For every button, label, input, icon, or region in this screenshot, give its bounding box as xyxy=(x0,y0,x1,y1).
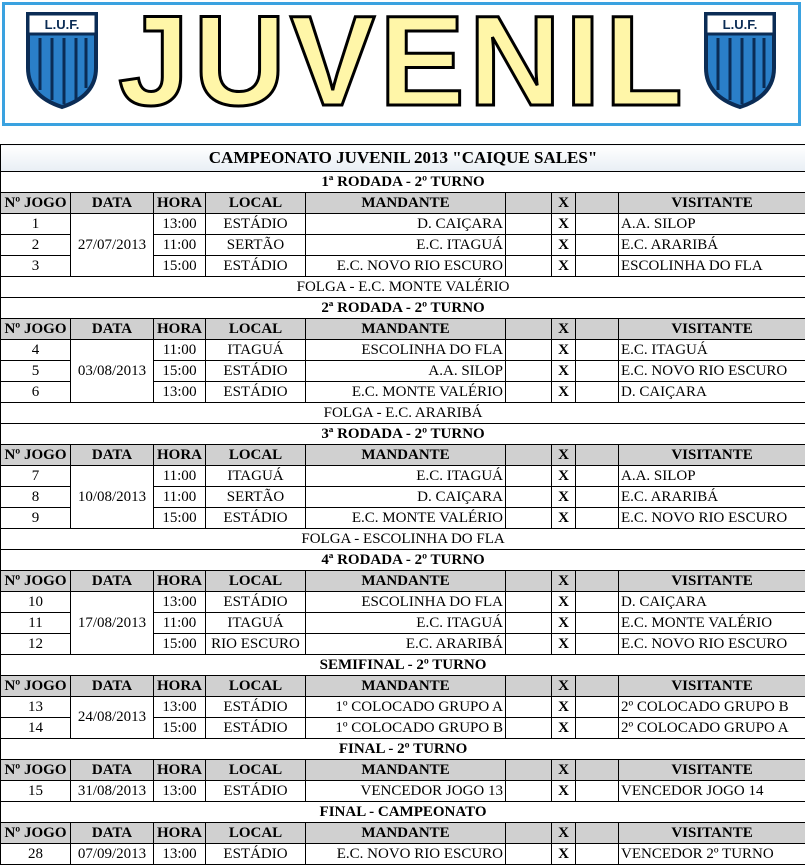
game-number: 7 xyxy=(1,466,71,487)
svg-text:L.U.F.: L.U.F. xyxy=(723,17,758,32)
away-team: E.C. ARARIBÁ xyxy=(619,487,805,508)
game-place: ESTÁDIO xyxy=(206,781,306,802)
home-team: E.C. MONTE VALÉRIO xyxy=(306,508,506,529)
col-spacer xyxy=(506,823,552,844)
blank-cell xyxy=(576,718,619,739)
game-time: 13:00 xyxy=(154,214,206,235)
juvenil-title: JUVENIL xyxy=(0,0,805,132)
col-time-header: HORA xyxy=(154,571,206,592)
away-team: E.C. NOVO RIO ESCURO xyxy=(619,634,805,655)
round-title-row xyxy=(1,172,805,193)
col-spacer xyxy=(506,193,552,214)
away-team: D. CAIÇARA xyxy=(619,382,805,403)
round-title: FINAL - 2º TURNO xyxy=(1,739,805,760)
game-number: 5 xyxy=(1,361,71,382)
luf-shield-logo-right xyxy=(702,10,778,110)
home-team: VENCEDOR JOGO 13 xyxy=(306,781,506,802)
home-team: E.C. NOVO RIO ESCURO xyxy=(306,844,506,865)
game-place: ESTÁDIO xyxy=(206,382,306,403)
game-number: 6 xyxy=(1,382,71,403)
col-spacer xyxy=(576,319,619,340)
col-spacer xyxy=(576,445,619,466)
game-time: 15:00 xyxy=(154,718,206,739)
col-place-header: LOCAL xyxy=(206,676,306,697)
col-time-header: HORA xyxy=(154,319,206,340)
col-away-header: VISITANTE xyxy=(619,571,805,592)
col-home-header: MANDANTE xyxy=(306,319,506,340)
versus-mark: X xyxy=(552,508,576,529)
col-place-header: LOCAL xyxy=(206,823,306,844)
table-row xyxy=(1,340,805,361)
col-date-header: DATA xyxy=(71,823,154,844)
round-title: 1ª RODADA - 2º TURNO xyxy=(1,172,805,193)
blank-cell xyxy=(576,256,619,277)
game-time: 11:00 xyxy=(154,487,206,508)
blank-cell xyxy=(506,466,552,487)
blank-cell xyxy=(576,592,619,613)
round-title-row xyxy=(1,424,805,445)
blank-cell xyxy=(506,781,552,802)
blank-cell xyxy=(576,466,619,487)
blank-cell xyxy=(506,256,552,277)
home-team: A.A. SILOP xyxy=(306,361,506,382)
col-spacer xyxy=(506,571,552,592)
game-time: 13:00 xyxy=(154,382,206,403)
col-spacer xyxy=(576,193,619,214)
game-number: 13 xyxy=(1,697,71,718)
game-place: ITAGUÁ xyxy=(206,466,306,487)
away-team: D. CAIÇARA xyxy=(619,592,805,613)
col-place-header: LOCAL xyxy=(206,571,306,592)
versus-mark: X xyxy=(552,697,576,718)
col-x-header: X xyxy=(552,676,576,697)
table-row xyxy=(1,844,805,865)
col-home-header: MANDANTE xyxy=(306,823,506,844)
col-time-header: HORA xyxy=(154,445,206,466)
blank-cell xyxy=(506,361,552,382)
blank-cell xyxy=(506,592,552,613)
column-header-row xyxy=(1,445,805,466)
blank-cell xyxy=(576,781,619,802)
table-row xyxy=(1,781,805,802)
game-time: 15:00 xyxy=(154,361,206,382)
home-team: ESCOLINHA DO FLA xyxy=(306,592,506,613)
game-place: ESTÁDIO xyxy=(206,718,306,739)
col-home-header: MANDANTE xyxy=(306,193,506,214)
away-team: VENCEDOR JOGO 14 xyxy=(619,781,805,802)
col-home-header: MANDANTE xyxy=(306,571,506,592)
home-team: E.C. ARARIBÁ xyxy=(306,634,506,655)
game-date: 07/09/2013 xyxy=(71,844,154,865)
game-number: 12 xyxy=(1,634,71,655)
home-team: D. CAIÇARA xyxy=(306,214,506,235)
home-team: E.C. ITAGUÁ xyxy=(306,235,506,256)
versus-mark: X xyxy=(552,340,576,361)
versus-mark: X xyxy=(552,634,576,655)
game-date: 10/08/2013 xyxy=(71,466,154,529)
col-date-header: DATA xyxy=(71,319,154,340)
round-title-row xyxy=(1,802,805,823)
bye-row xyxy=(1,529,805,550)
column-header-row xyxy=(1,676,805,697)
away-team: A.A. SILOP xyxy=(619,466,805,487)
round-title-row xyxy=(1,550,805,571)
game-place: SERTÃO xyxy=(206,235,306,256)
col-num-header: Nº JOGO xyxy=(1,760,71,781)
game-place: ESTÁDIO xyxy=(206,592,306,613)
column-header-row xyxy=(1,823,805,844)
game-date: 17/08/2013 xyxy=(71,592,154,655)
versus-mark: X xyxy=(552,781,576,802)
game-number: 1 xyxy=(1,214,71,235)
blank-cell xyxy=(576,844,619,865)
game-place: SERTÃO xyxy=(206,487,306,508)
col-away-header: VISITANTE xyxy=(619,823,805,844)
versus-mark: X xyxy=(552,214,576,235)
table-row xyxy=(1,697,805,718)
away-team: E.C. ARARIBÁ xyxy=(619,235,805,256)
col-num-header: Nº JOGO xyxy=(1,445,71,466)
versus-mark: X xyxy=(552,466,576,487)
game-date: 24/08/2013 xyxy=(71,697,154,739)
game-date: 27/07/2013 xyxy=(71,214,154,277)
col-place-header: LOCAL xyxy=(206,760,306,781)
home-team: D. CAIÇARA xyxy=(306,487,506,508)
blank-cell xyxy=(506,508,552,529)
game-number: 28 xyxy=(1,844,71,865)
versus-mark: X xyxy=(552,844,576,865)
versus-mark: X xyxy=(552,361,576,382)
game-number: 14 xyxy=(1,718,71,739)
blank-cell xyxy=(506,214,552,235)
col-spacer xyxy=(576,760,619,781)
col-date-header: DATA xyxy=(71,193,154,214)
col-place-header: LOCAL xyxy=(206,319,306,340)
blank-cell xyxy=(506,382,552,403)
col-x-header: X xyxy=(552,193,576,214)
col-place-header: LOCAL xyxy=(206,445,306,466)
round-title-row xyxy=(1,739,805,760)
col-spacer xyxy=(576,823,619,844)
game-place: ESTÁDIO xyxy=(206,844,306,865)
col-num-header: Nº JOGO xyxy=(1,676,71,697)
round-title: 3ª RODADA - 2º TURNO xyxy=(1,424,805,445)
col-away-header: VISITANTE xyxy=(619,319,805,340)
versus-mark: X xyxy=(552,256,576,277)
col-spacer xyxy=(576,571,619,592)
col-time-header: HORA xyxy=(154,760,206,781)
game-place: ESTÁDIO xyxy=(206,697,306,718)
bye-team: FOLGA - E.C. ARARIBÁ xyxy=(1,403,805,424)
away-team: E.C. ITAGUÁ xyxy=(619,340,805,361)
blank-cell xyxy=(506,340,552,361)
blank-cell xyxy=(506,613,552,634)
home-team: ESCOLINHA DO FLA xyxy=(306,340,506,361)
col-home-header: MANDANTE xyxy=(306,760,506,781)
home-team: E.C. MONTE VALÉRIO xyxy=(306,382,506,403)
game-time: 15:00 xyxy=(154,508,206,529)
bye-row xyxy=(1,277,805,298)
blank-cell xyxy=(576,361,619,382)
schedule-table xyxy=(0,144,805,865)
game-number: 10 xyxy=(1,592,71,613)
round-title-row xyxy=(1,298,805,319)
game-place: RIO ESCURO xyxy=(206,634,306,655)
table-row xyxy=(1,592,805,613)
home-team: 1º COLOCADO GRUPO B xyxy=(306,718,506,739)
game-time: 13:00 xyxy=(154,844,206,865)
round-title: SEMIFINAL - 2º TURNO xyxy=(1,655,805,676)
blank-cell xyxy=(506,487,552,508)
game-time: 11:00 xyxy=(154,340,206,361)
col-time-header: HORA xyxy=(154,193,206,214)
game-time: 13:00 xyxy=(154,697,206,718)
column-header-row xyxy=(1,760,805,781)
col-spacer xyxy=(506,676,552,697)
blank-cell xyxy=(506,697,552,718)
game-time: 11:00 xyxy=(154,466,206,487)
banner xyxy=(0,0,805,130)
col-date-header: DATA xyxy=(71,445,154,466)
col-home-header: MANDANTE xyxy=(306,676,506,697)
blank-cell xyxy=(506,718,552,739)
away-team: E.C. NOVO RIO ESCURO xyxy=(619,508,805,529)
col-x-header: X xyxy=(552,760,576,781)
col-x-header: X xyxy=(552,571,576,592)
col-date-header: DATA xyxy=(71,676,154,697)
blank-cell xyxy=(506,844,552,865)
away-team: E.C. MONTE VALÉRIO xyxy=(619,613,805,634)
col-num-header: Nº JOGO xyxy=(1,571,71,592)
column-header-row xyxy=(1,319,805,340)
col-away-header: VISITANTE xyxy=(619,445,805,466)
col-num-header: Nº JOGO xyxy=(1,193,71,214)
game-number: 2 xyxy=(1,235,71,256)
blank-cell xyxy=(576,340,619,361)
round-title: 2ª RODADA - 2º TURNO xyxy=(1,298,805,319)
blank-cell xyxy=(576,487,619,508)
game-number: 8 xyxy=(1,487,71,508)
game-place: ITAGUÁ xyxy=(206,340,306,361)
column-header-row xyxy=(1,193,805,214)
game-date: 31/08/2013 xyxy=(71,781,154,802)
away-team: 2º COLOCADO GRUPO A xyxy=(619,718,805,739)
col-date-header: DATA xyxy=(71,760,154,781)
col-away-header: VISITANTE xyxy=(619,676,805,697)
versus-mark: X xyxy=(552,613,576,634)
bye-team: FOLGA - E.C. MONTE VALÉRIO xyxy=(1,277,805,298)
home-team: E.C. ITAGUÁ xyxy=(306,613,506,634)
col-x-header: X xyxy=(552,319,576,340)
col-place-header: LOCAL xyxy=(206,193,306,214)
game-place: ITAGUÁ xyxy=(206,613,306,634)
blank-cell xyxy=(576,613,619,634)
bye-row xyxy=(1,403,805,424)
col-spacer xyxy=(506,445,552,466)
game-place: ESTÁDIO xyxy=(206,214,306,235)
game-time: 15:00 xyxy=(154,256,206,277)
home-team: E.C. ITAGUÁ xyxy=(306,466,506,487)
away-team: ESCOLINHA DO FLA xyxy=(619,256,805,277)
col-home-header: MANDANTE xyxy=(306,445,506,466)
col-spacer xyxy=(506,760,552,781)
blank-cell xyxy=(576,634,619,655)
game-place: ESTÁDIO xyxy=(206,256,306,277)
column-header-row xyxy=(1,571,805,592)
away-team: 2º COLOCADO GRUPO B xyxy=(619,697,805,718)
game-time: 13:00 xyxy=(154,781,206,802)
col-x-header: X xyxy=(552,445,576,466)
versus-mark: X xyxy=(552,382,576,403)
game-place: ESTÁDIO xyxy=(206,361,306,382)
game-time: 15:00 xyxy=(154,634,206,655)
blank-cell xyxy=(576,697,619,718)
col-date-header: DATA xyxy=(71,571,154,592)
col-time-header: HORA xyxy=(154,676,206,697)
col-num-header: Nº JOGO xyxy=(1,823,71,844)
game-time: 11:00 xyxy=(154,613,206,634)
col-time-header: HORA xyxy=(154,823,206,844)
blank-cell xyxy=(576,235,619,256)
blank-cell xyxy=(576,382,619,403)
col-spacer xyxy=(506,319,552,340)
blank-cell xyxy=(576,508,619,529)
versus-mark: X xyxy=(552,235,576,256)
col-spacer xyxy=(576,676,619,697)
game-place: ESTÁDIO xyxy=(206,508,306,529)
championship-title: CAMPEONATO JUVENIL 2013 "CAIQUE SALES" xyxy=(1,145,805,172)
col-away-header: VISITANTE xyxy=(619,760,805,781)
game-time: 13:00 xyxy=(154,592,206,613)
col-away-header: VISITANTE xyxy=(619,193,805,214)
table-row xyxy=(1,214,805,235)
table-row xyxy=(1,466,805,487)
svg-text:L.U.F.: L.U.F. xyxy=(45,17,80,32)
col-num-header: Nº JOGO xyxy=(1,319,71,340)
home-team: 1º COLOCADO GRUPO A xyxy=(306,697,506,718)
game-number: 3 xyxy=(1,256,71,277)
game-number: 4 xyxy=(1,340,71,361)
round-title: FINAL - CAMPEONATO xyxy=(1,802,805,823)
blank-cell xyxy=(506,634,552,655)
away-team: A.A. SILOP xyxy=(619,214,805,235)
bye-team: FOLGA - ESCOLINHA DO FLA xyxy=(1,529,805,550)
col-x-header: X xyxy=(552,823,576,844)
versus-mark: X xyxy=(552,718,576,739)
away-team: VENCEDOR 2º TURNO xyxy=(619,844,805,865)
blank-cell xyxy=(506,235,552,256)
round-title-row xyxy=(1,655,805,676)
versus-mark: X xyxy=(552,592,576,613)
game-date: 03/08/2013 xyxy=(71,340,154,403)
round-title: 4ª RODADA - 2º TURNO xyxy=(1,550,805,571)
game-number: 15 xyxy=(1,781,71,802)
game-number: 11 xyxy=(1,613,71,634)
versus-mark: X xyxy=(552,487,576,508)
away-team: E.C. NOVO RIO ESCURO xyxy=(619,361,805,382)
blank-cell xyxy=(576,214,619,235)
game-number: 9 xyxy=(1,508,71,529)
game-time: 11:00 xyxy=(154,235,206,256)
home-team: E.C. NOVO RIO ESCURO xyxy=(306,256,506,277)
